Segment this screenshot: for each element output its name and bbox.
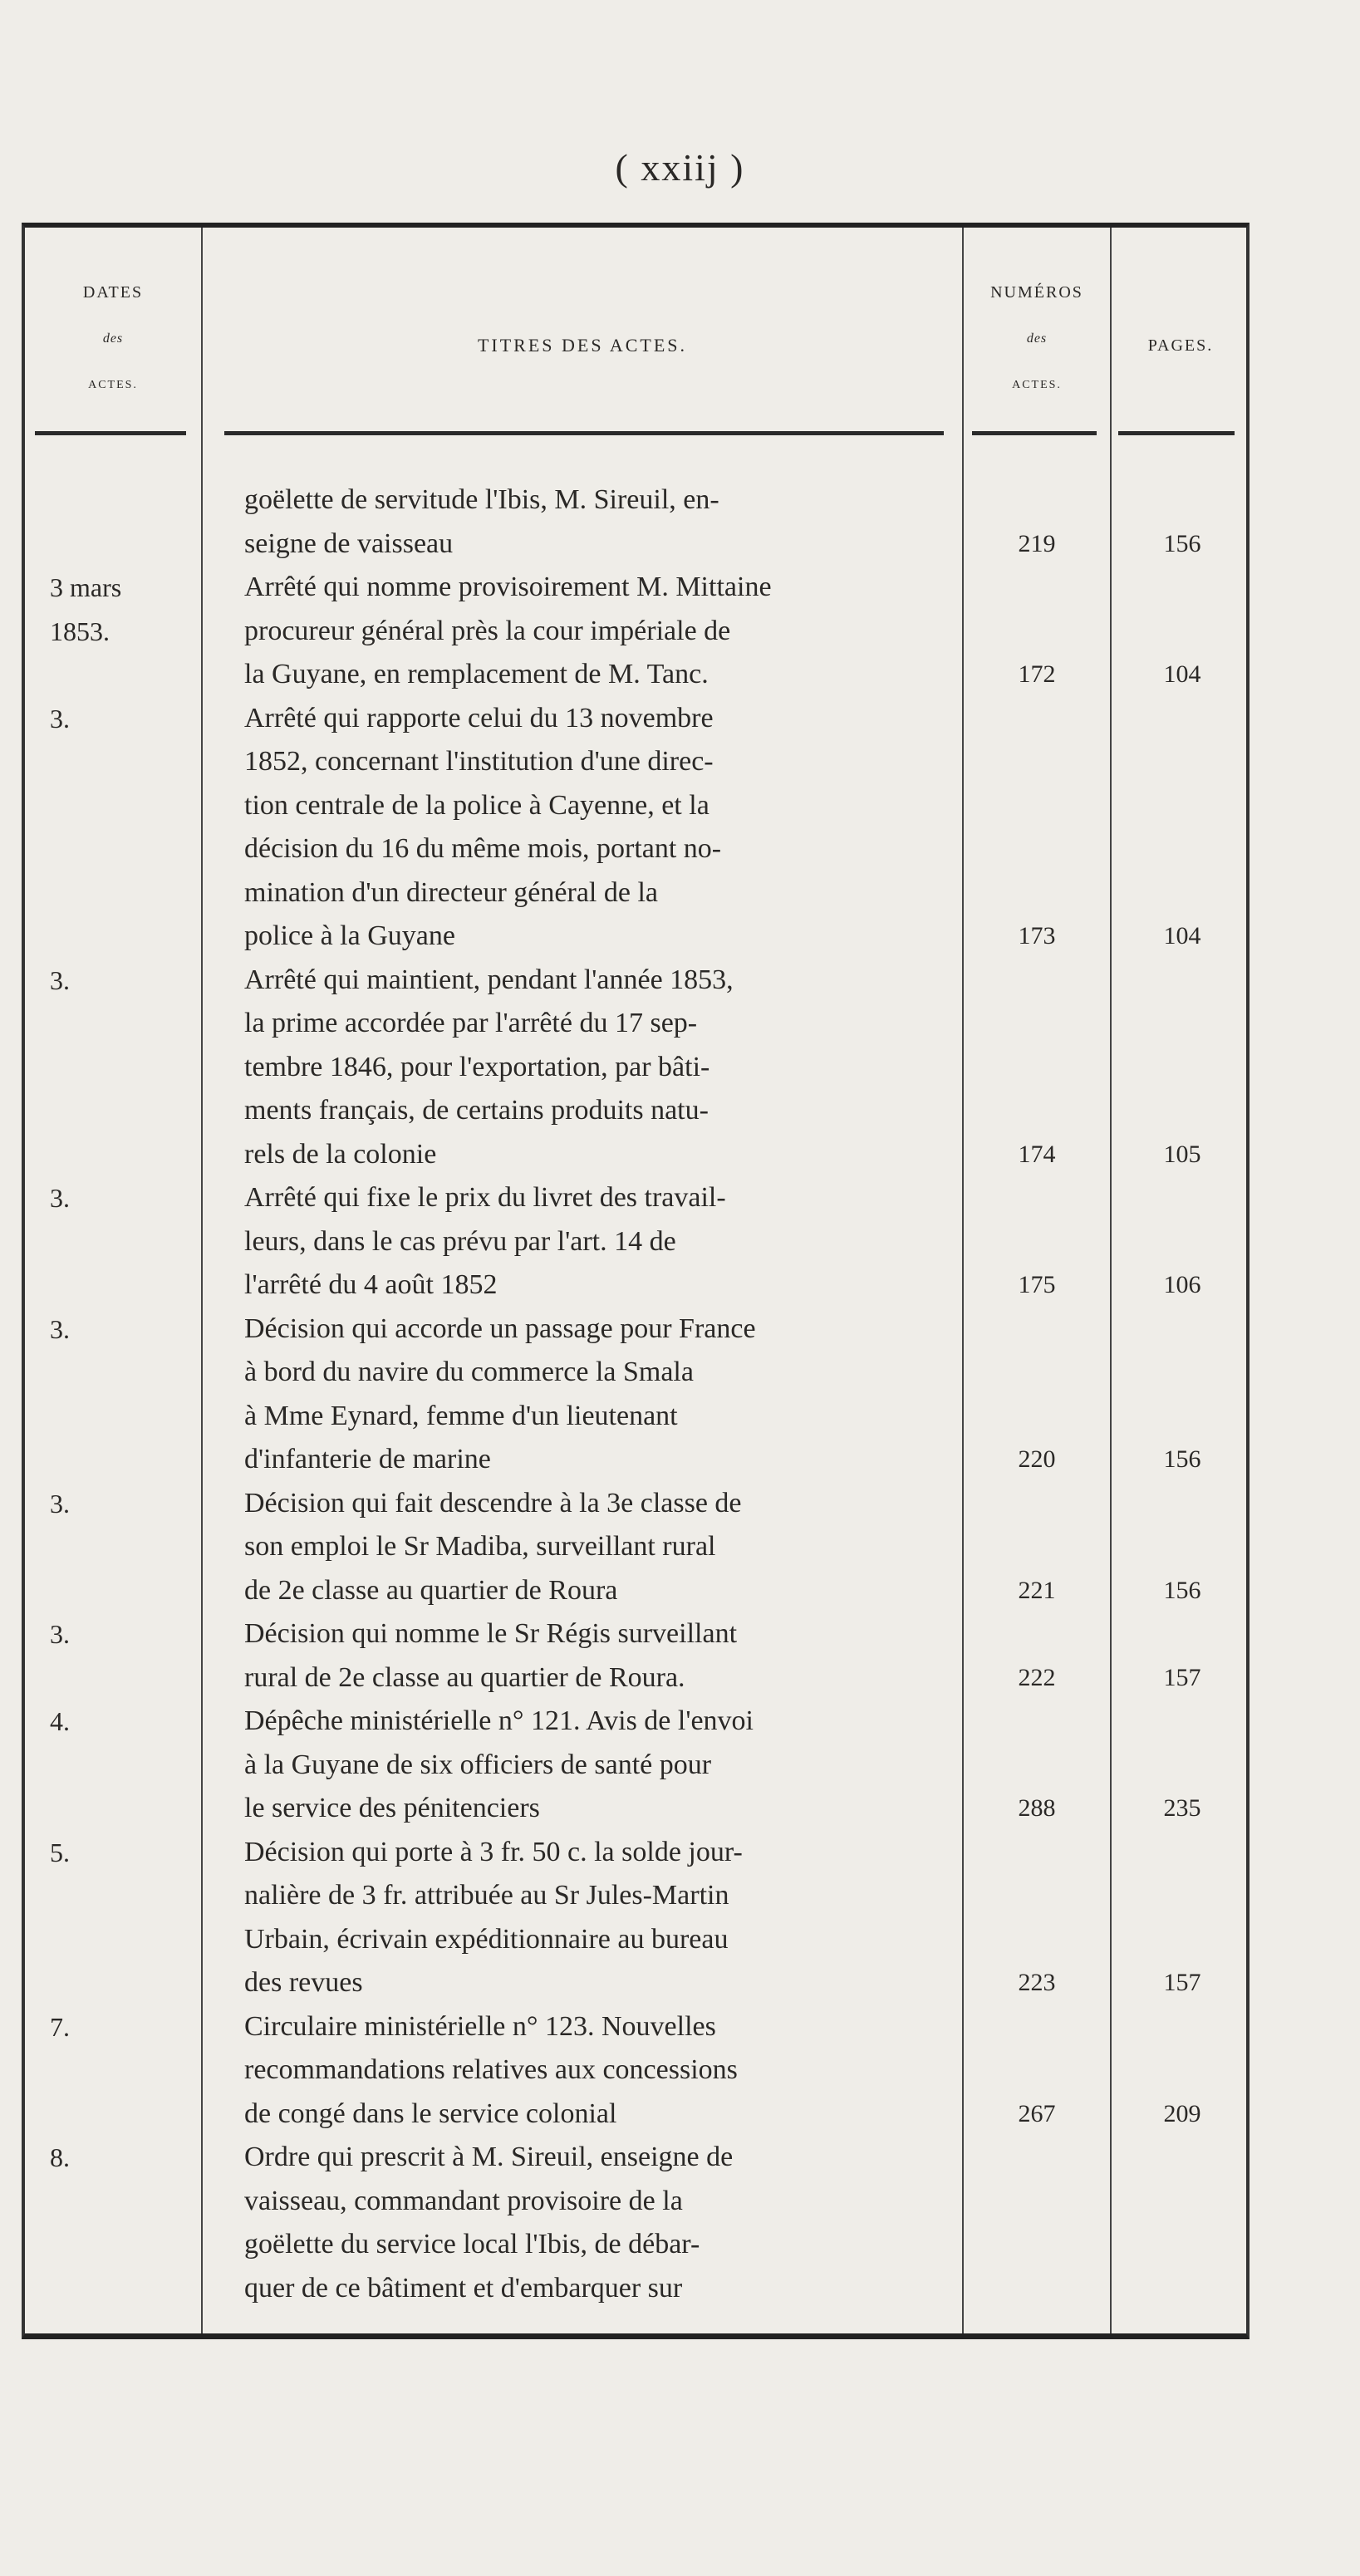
row-title-line: de congé dans le service colonial bbox=[244, 2098, 617, 2129]
row-act-number: 220 bbox=[1018, 1445, 1056, 1473]
row-title-line: goëlette du service local l'Ibis, de débar- bbox=[244, 2229, 700, 2260]
row-act-number: 172 bbox=[1018, 660, 1056, 688]
row-date bbox=[50, 2136, 199, 2180]
column-divider bbox=[1110, 228, 1112, 2333]
row-title-line: Décision qui fait descendre à la 3e classe de bbox=[244, 1487, 742, 1519]
row-title-line: à Mme Eynard, femme d'un lieutenant bbox=[244, 1400, 678, 1431]
row-title-line: mination d'un directeur général de la bbox=[244, 876, 658, 908]
row-date bbox=[50, 959, 199, 1003]
row-title-line: le service des pénitenciers bbox=[244, 1793, 540, 1823]
row-date-line: 3. bbox=[50, 1313, 70, 1344]
row-title bbox=[244, 959, 960, 1177]
row-title-line: police à la Guyane bbox=[244, 920, 455, 951]
row-act-number: 222 bbox=[1018, 1663, 1056, 1691]
row-title-line: Décision qui nomme le Sr Régis surveillant bbox=[244, 1618, 738, 1649]
row-date bbox=[50, 1176, 199, 1220]
row-date-line: 8. bbox=[50, 2142, 70, 2172]
row-date-line: 3. bbox=[50, 703, 70, 734]
row-act-number: 174 bbox=[1018, 1140, 1056, 1168]
header-dates-line: ACTES. bbox=[88, 379, 138, 391]
row-page-number: 157 bbox=[1163, 1969, 1201, 1996]
header-numbers-line: des bbox=[1026, 331, 1048, 346]
row-act-number: 173 bbox=[1018, 922, 1056, 949]
row-date-line: 3. bbox=[50, 964, 70, 995]
page-number-header: ( xxiij ) bbox=[615, 146, 745, 189]
row-date bbox=[50, 697, 199, 741]
row-date-line: 1853. bbox=[50, 616, 110, 646]
row-title bbox=[244, 478, 960, 566]
row-title-line: Arrêté qui rapporte celui du 13 novembre bbox=[244, 702, 714, 734]
row-title bbox=[244, 1176, 960, 1308]
row-title-line: 1852, concernant l'institution d'une direc- bbox=[244, 746, 714, 777]
row-title-line: d'infanterie de marine bbox=[244, 1444, 491, 1474]
row-title-line: Dépêche ministérielle n° 121. Avis de l'envoi bbox=[244, 1705, 754, 1736]
row-title-line: Circulaire ministérielle n° 123. Nouvelles bbox=[244, 2010, 716, 2042]
row-title-line: à bord du navire du commerce la Smala bbox=[244, 1357, 694, 1387]
row-title-line: la prime accordée par l'arrêté du 17 sep- bbox=[244, 1008, 698, 1038]
row-title bbox=[244, 1831, 960, 2005]
row-date-line: 4. bbox=[50, 1706, 70, 1736]
row-date bbox=[50, 1308, 199, 1352]
column-divider bbox=[201, 228, 203, 2333]
row-title-line: quer de ce bâtiment et d'embarquer sur bbox=[244, 2272, 683, 2304]
row-title-line: goëlette de servitude l'Ibis, M. Sireuil, en- bbox=[244, 484, 719, 515]
row-date-line: 3. bbox=[50, 1183, 70, 1213]
row-title-line: tembre 1846, pour l'exportation, par bâti- bbox=[244, 1051, 710, 1082]
column-divider bbox=[962, 228, 964, 2333]
header-rule bbox=[35, 431, 186, 435]
row-date-line: 3. bbox=[50, 1488, 70, 1519]
row-act-number: 175 bbox=[1018, 1271, 1056, 1298]
row-title-line: Décision qui porte à 3 fr. 50 c. la solde jour- bbox=[244, 1836, 743, 1867]
row-act-number: 288 bbox=[1018, 1794, 1056, 1822]
row-page-number: 105 bbox=[1163, 1140, 1201, 1168]
row-page-number: 235 bbox=[1163, 1794, 1201, 1822]
row-title-line: l'arrêté du 4 août 1852 bbox=[244, 1269, 498, 1300]
row-page-number: 156 bbox=[1163, 1576, 1201, 1604]
row-page-number: 104 bbox=[1163, 922, 1201, 949]
row-act-number: 267 bbox=[1018, 2099, 1056, 2127]
row-title-line: procureur général près la cour impériale de bbox=[244, 615, 731, 646]
header-numbers-line: NUMÉROS bbox=[990, 283, 1083, 302]
row-title-line: seigne de vaisseau bbox=[244, 527, 454, 559]
header-titles: TITRES DES ACTES. bbox=[477, 335, 688, 356]
row-title bbox=[244, 1612, 960, 1700]
row-title-line: des revues bbox=[244, 1967, 363, 1998]
row-title bbox=[244, 1308, 960, 1482]
row-title-line: la Guyane, en remplacement de M. Tanc. bbox=[244, 659, 709, 689]
row-title-line: Arrêté qui nomme provisoirement M. Mittaine bbox=[244, 572, 772, 602]
row-title-line: rels de la colonie bbox=[244, 1138, 437, 1170]
row-title-line: recommandations relatives aux concessions bbox=[244, 2054, 738, 2085]
row-page-number: 209 bbox=[1163, 2099, 1201, 2127]
row-title-line: nalière de 3 fr. attribuée au Sr Jules-Martin bbox=[244, 1880, 729, 1911]
row-title-line: Arrêté qui maintient, pendant l'année 1853, bbox=[244, 964, 734, 995]
row-title-line: Décision qui accorde un passage pour France bbox=[244, 1313, 756, 1344]
row-title bbox=[244, 2005, 960, 2137]
row-page-number: 104 bbox=[1163, 660, 1201, 688]
row-act-number: 223 bbox=[1018, 1969, 1056, 1996]
row-act-number: 219 bbox=[1018, 529, 1056, 557]
row-title-line: leurs, dans le cas prévu par l'art. 14 de bbox=[244, 1225, 676, 1257]
row-page-number: 106 bbox=[1163, 1271, 1201, 1298]
header-dates-line: DATES bbox=[82, 283, 144, 302]
header-numbers-line: ACTES. bbox=[1012, 379, 1062, 391]
header-pages: PAGES. bbox=[1147, 336, 1214, 355]
row-act-number: 221 bbox=[1018, 1576, 1056, 1604]
row-page-number: 157 bbox=[1163, 1663, 1201, 1691]
row-date-line: 3 mars bbox=[50, 572, 122, 602]
table-frame bbox=[22, 223, 1250, 2339]
row-title-line: ments français, de certains produits natu- bbox=[244, 1095, 709, 1126]
header-numbers bbox=[964, 269, 1110, 409]
header-rule bbox=[972, 431, 1097, 435]
row-title-line: tion centrale de la police à Cayenne, et la bbox=[244, 789, 709, 821]
row-title-line: à la Guyane de six officiers de santé pour bbox=[244, 1749, 712, 1780]
header-dates bbox=[25, 269, 201, 409]
row-date bbox=[50, 566, 199, 653]
row-date-line: 7. bbox=[50, 2011, 70, 2042]
row-title-line: Arrêté qui fixe le prix du livret des travail- bbox=[244, 1182, 726, 1213]
row-title-line: rural de 2e classe au quartier de Roura. bbox=[244, 1661, 685, 1693]
row-title bbox=[244, 697, 960, 959]
row-title bbox=[244, 1700, 960, 1831]
row-date bbox=[50, 1482, 199, 1526]
row-title-line: Ordre qui prescrit à M. Sireuil, enseigne de bbox=[244, 2142, 734, 2172]
row-date bbox=[50, 1831, 199, 1875]
row-title bbox=[244, 1482, 960, 1613]
row-date bbox=[50, 1700, 199, 1744]
row-date-line: 5. bbox=[50, 1837, 70, 1867]
row-title-line: son emploi le Sr Madiba, surveillant rural bbox=[244, 1531, 716, 1562]
row-date-line: 3. bbox=[50, 1619, 70, 1649]
row-title bbox=[244, 566, 960, 697]
row-date bbox=[50, 1612, 199, 1656]
row-date bbox=[50, 2005, 199, 2049]
row-title bbox=[244, 2136, 960, 2310]
header-dates-line: des bbox=[102, 331, 124, 346]
header-rule bbox=[1118, 431, 1235, 435]
row-title-line: de 2e classe au quartier de Roura bbox=[244, 1574, 618, 1606]
row-title-line: Urbain, écrivain expéditionnaire au bureau bbox=[244, 1923, 729, 1955]
row-page-number: 156 bbox=[1163, 1445, 1201, 1473]
header-rule bbox=[224, 431, 944, 435]
row-title-line: décision du 16 du même mois, portant no- bbox=[244, 833, 722, 864]
row-title-line: vaisseau, commandant provisoire de la bbox=[244, 2185, 683, 2216]
row-page-number: 156 bbox=[1163, 529, 1201, 557]
